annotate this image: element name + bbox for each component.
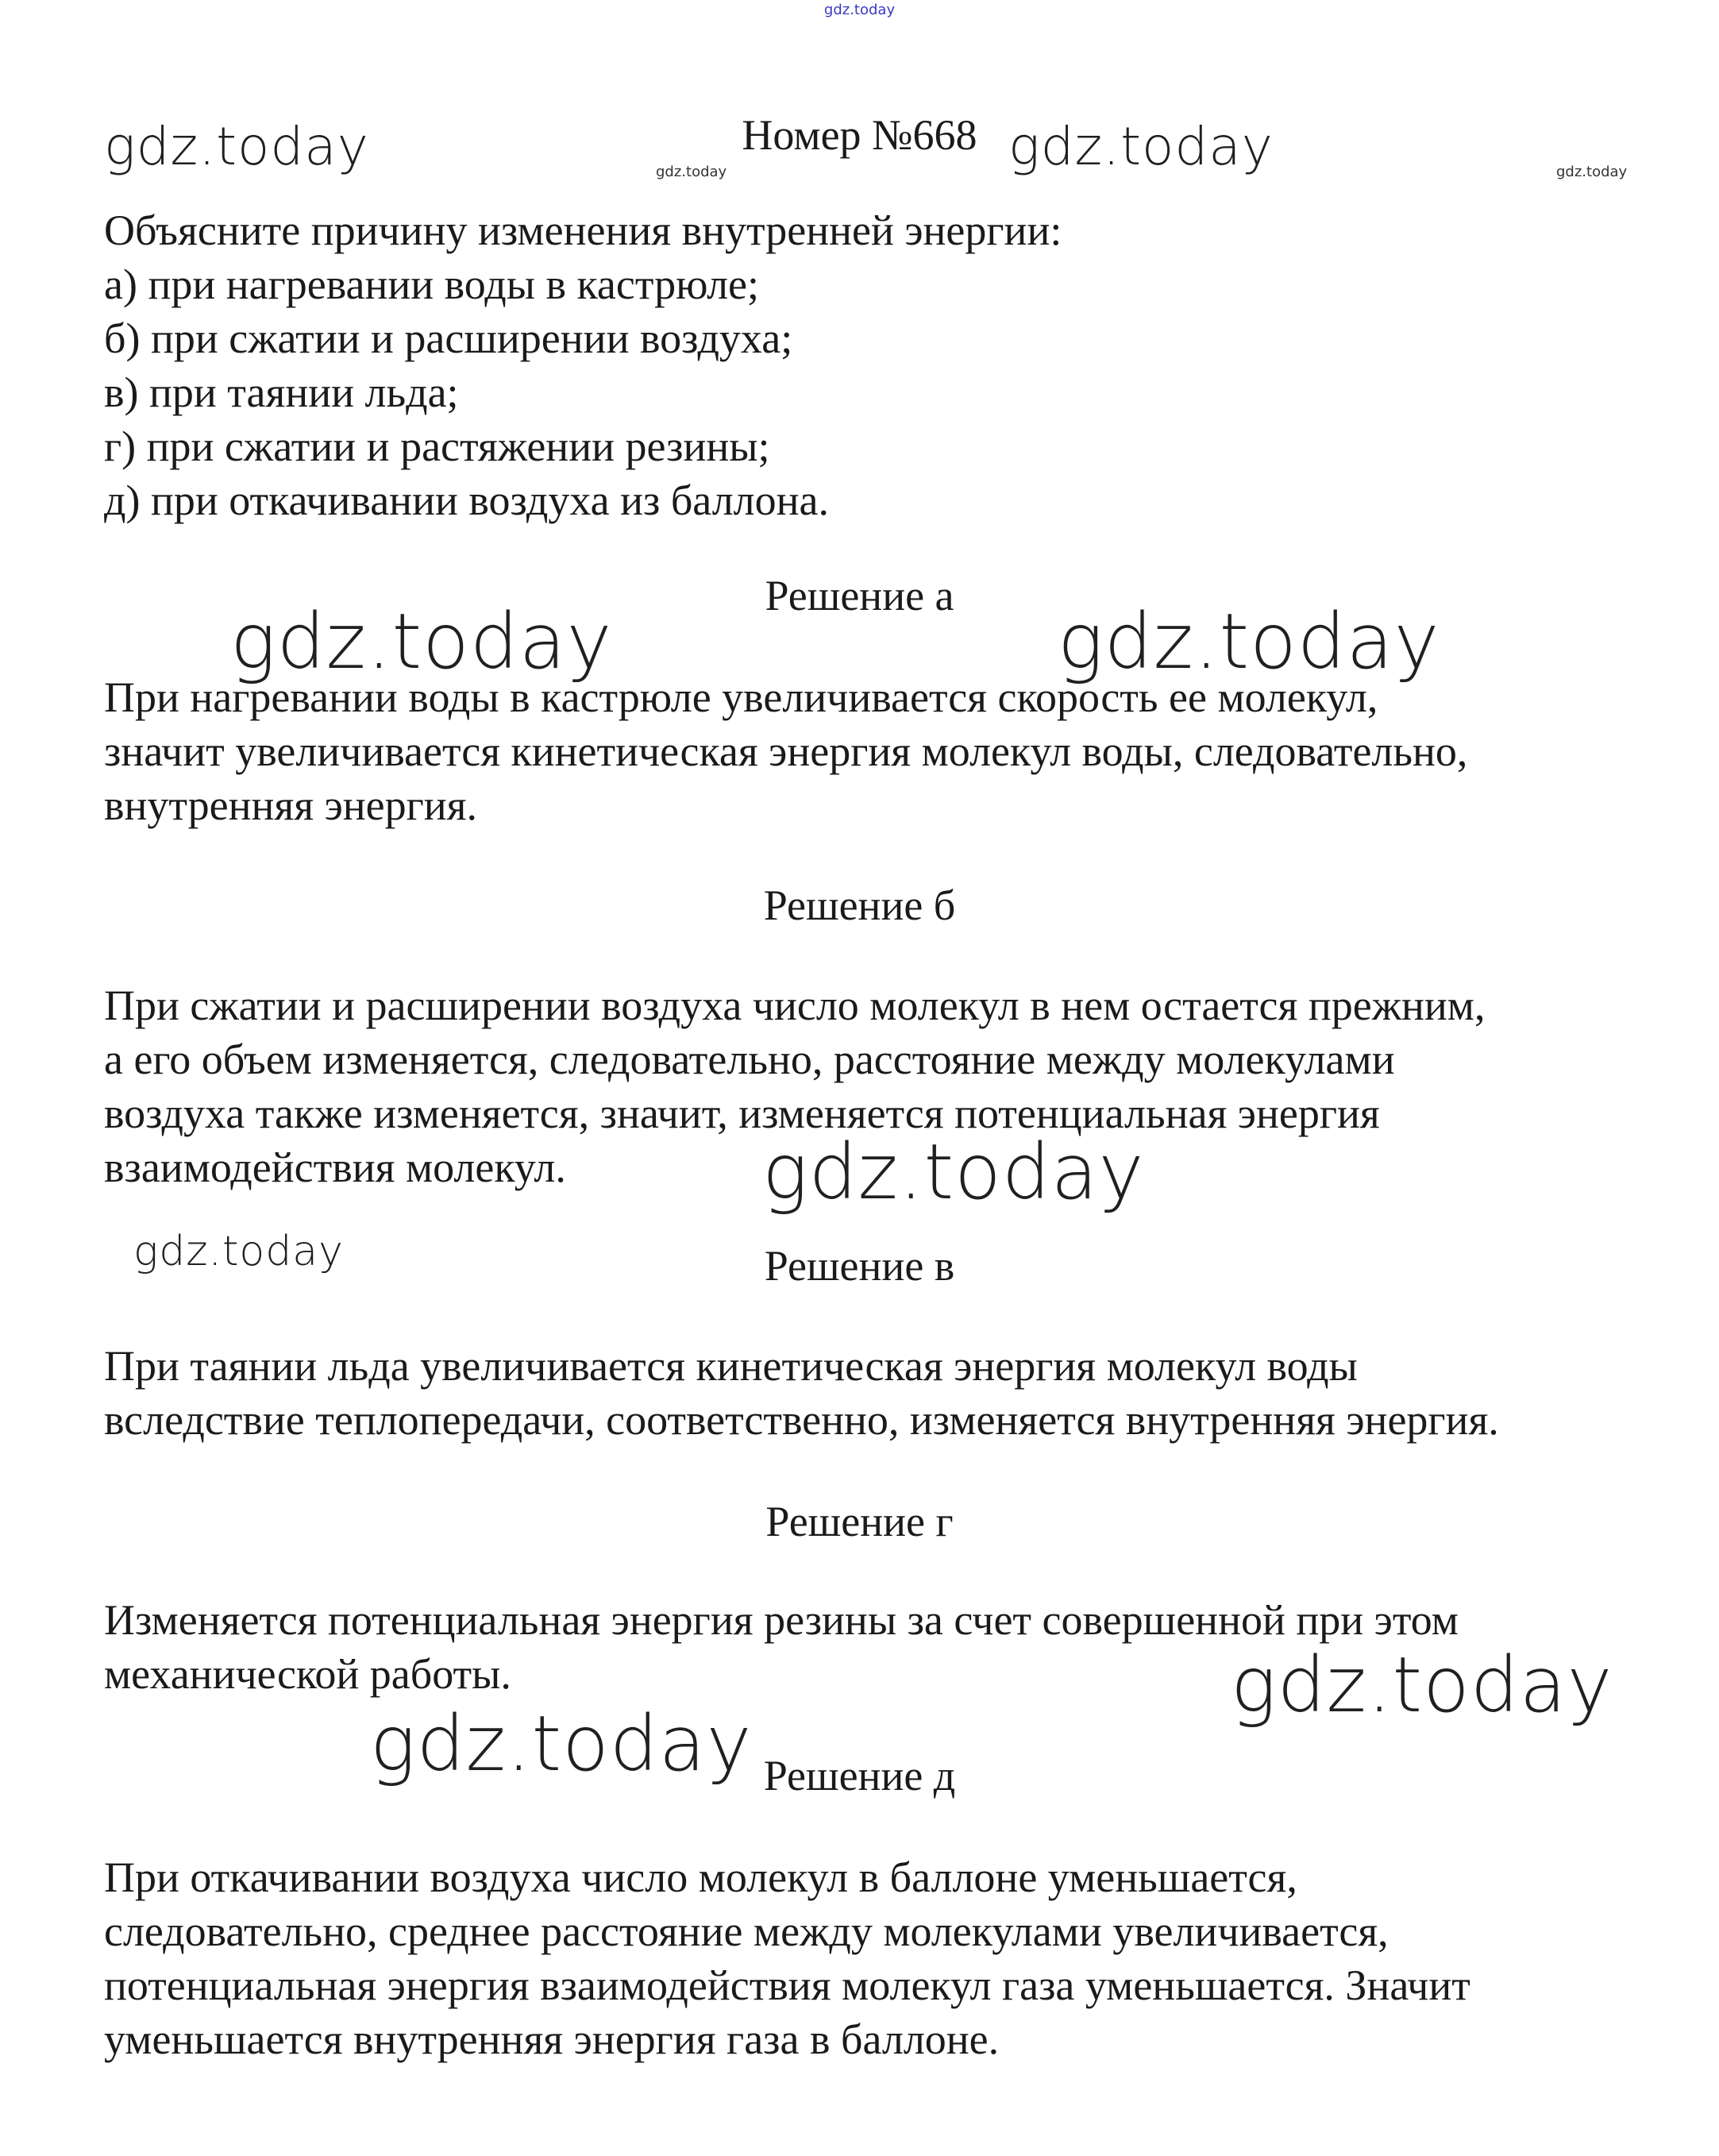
- solution-line: механической работы.: [104, 1650, 511, 1698]
- solution-line: уменьшается внутренняя энергия газа в баллоне.: [104, 2015, 1000, 2063]
- solution-line: При сжатии и расширении воздуха число молекул в нем остается прежним,: [104, 982, 1486, 1029]
- solution-text: [104, 670, 1467, 832]
- page-title: Номер №668: [742, 111, 977, 159]
- solution-text: [104, 1850, 1470, 2066]
- solution-line: потенциальная энергия взаимодействия молекул газа уменьшается. Значит: [104, 1961, 1470, 2009]
- solution-line: Изменяется потенциальная энергия резины за счет совершенной при этом: [104, 1596, 1459, 1644]
- watermark: gdz.today: [370, 1699, 753, 1788]
- solution-text: [104, 1593, 1459, 1701]
- solution-heading: Решение в: [764, 1242, 955, 1290]
- watermark-top: gdz.today: [823, 2, 896, 18]
- question-line: д) при откачивании воздуха из баллона.: [104, 476, 829, 524]
- question-line: в) при таянии льда;: [104, 368, 459, 416]
- question-line: а) при нагревании воды в кастрюле;: [104, 260, 760, 308]
- solution-line: При откачивании воздуха число молекул в баллоне уменьшается,: [104, 1853, 1297, 1901]
- question-line: г) при сжатии и растяжении резины;: [104, 422, 770, 470]
- solution-text: [104, 978, 1485, 1194]
- solution-line: вследствие теплопередачи, соответственно, изменяется внутренняя энергия.: [104, 1396, 1499, 1444]
- watermark: gdz.today: [1231, 1641, 1613, 1730]
- solution-line: При нагревании воды в кастрюле увеличивается скорость ее молекул,: [104, 673, 1378, 721]
- question-text: [104, 203, 1062, 527]
- watermark: gdz.today: [133, 1228, 344, 1275]
- solution-text: [104, 1339, 1499, 1447]
- solution-heading: Решение б: [763, 881, 956, 929]
- solution-line: воздуха также изменяется, значит, изменяется потенциальная энергия: [104, 1090, 1380, 1137]
- solution-heading: Решение г: [765, 1498, 954, 1545]
- solution-line: При таянии льда увеличивается кинетическая энергия молекул воды: [104, 1342, 1358, 1390]
- watermark-small: gdz.today: [1556, 164, 1628, 180]
- watermark-small: gdz.today: [656, 164, 727, 180]
- solution-heading: Решение а: [765, 572, 954, 619]
- watermark: gdz.today: [762, 1128, 1145, 1217]
- solution-line: следовательно, среднее расстояние между молекулами увеличивается,: [104, 1907, 1389, 1955]
- watermark: gdz.today: [1058, 597, 1440, 686]
- watermark: gdz.today: [1008, 116, 1274, 177]
- solution-line: а его объем изменяется, следовательно, расстояние между молекулами: [104, 1036, 1395, 1083]
- solution-line: внутренняя энергия.: [104, 781, 478, 829]
- solution-line: значит увеличивается кинетическая энергия молекул воды, следовательно,: [104, 727, 1468, 775]
- question-line: б) при сжатии и расширении воздуха;: [104, 314, 793, 362]
- watermark: gdz.today: [230, 597, 613, 686]
- solution-line: взаимодействия молекул.: [104, 1144, 566, 1191]
- watermark: gdz.today: [104, 116, 369, 177]
- question-line: Объясните причину изменения внутренней энергии:: [104, 206, 1062, 254]
- solution-heading: Решение д: [763, 1752, 956, 1799]
